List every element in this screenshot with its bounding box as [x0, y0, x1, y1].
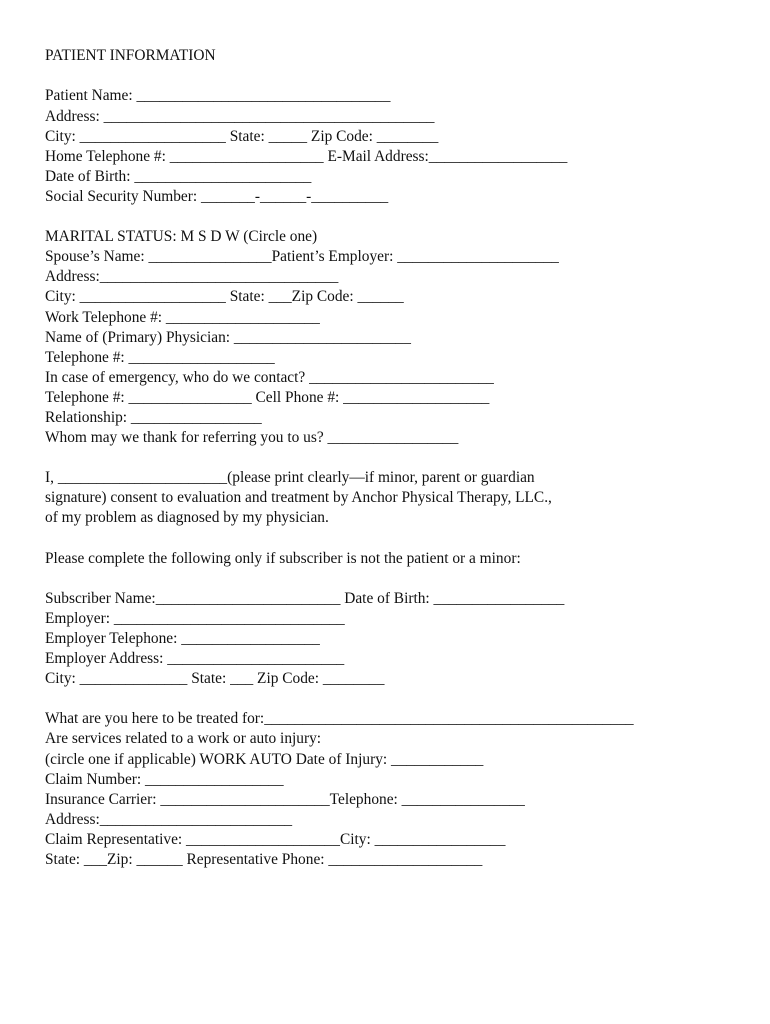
employer-telephone-field[interactable]: Employer Telephone: __________________ — [45, 630, 320, 648]
address-field[interactable]: Address: ___________________________________________ — [45, 107, 435, 125]
social-security-number-field[interactable]: Social Security Number: _______-______-__________ — [45, 187, 389, 205]
form-title: PATIENT INFORMATION — [45, 47, 216, 64]
section-spacer — [45, 689, 745, 709]
work-telephone-field[interactable]: Work Telephone #: ____________________ — [45, 308, 320, 326]
spouse-name-employer-field[interactable]: Spouse’s Name: ________________Patient’s Employer: _____________________ — [45, 248, 559, 266]
marital-section — [45, 227, 745, 448]
home-telephone-email-field[interactable]: Home Telephone #: ____________________ E-Mail Address:__________________ — [45, 147, 568, 165]
subscriber-section — [45, 589, 745, 689]
claim-representative-city-field[interactable]: Claim Representative: ____________________City: _________________ — [45, 830, 506, 848]
emergency-contact-field[interactable]: In case of emergency, who do we contact? ________________________ — [45, 368, 494, 386]
employer-city-state-zip-field[interactable]: City: ______________ State: ___ Zip Code: ________ — [45, 670, 385, 688]
spouse-city-state-zip-field[interactable]: City: ___________________ State: ___Zip Code: ______ — [45, 288, 404, 306]
section-spacer — [45, 448, 745, 468]
consent-text: signature) consent to evaluation and treatment by Anchor Physical Therapy, LLC., — [45, 489, 552, 507]
section-spacer — [45, 207, 745, 227]
patient-information-form — [45, 46, 745, 870]
relationship-field[interactable]: Relationship: _________________ — [45, 408, 262, 426]
representative-state-zip-phone-field[interactable]: State: ___Zip: ______ Representative Phone: ____________________ — [45, 851, 483, 869]
spouse-address-field[interactable]: Address:_______________________________ — [45, 268, 339, 286]
consent-section — [45, 468, 745, 528]
section-spacer — [45, 569, 745, 589]
consent-name-field[interactable]: I, ______________________(please print clearly—if minor, parent or guardian — [45, 469, 535, 487]
date-of-birth-field[interactable]: Date of Birth: _______________________ — [45, 167, 312, 185]
employer-field[interactable]: Employer: ______________________________ — [45, 609, 345, 627]
subscriber-name-dob-field[interactable]: Subscriber Name:________________________ Date of Birth: _________________ — [45, 589, 565, 607]
consent-text: of my problem as diagnosed by my physician. — [45, 509, 329, 527]
injury-type-date-field[interactable]: (circle one if applicable) WORK AUTO Date of Injury: ____________ — [45, 750, 484, 768]
patient-section — [45, 86, 745, 207]
subscriber-note: Please complete the following only if subscriber is not the patient or a minor: — [45, 549, 521, 567]
section-spacer — [45, 529, 745, 549]
referral-field[interactable]: Whom may we thank for referring you to us? _________________ — [45, 429, 459, 447]
employer-address-field[interactable]: Employer Address: _______________________ — [45, 650, 345, 668]
primary-physician-field[interactable]: Name of (Primary) Physician: _______________________ — [45, 328, 411, 346]
insurance-address-field[interactable]: Address:_________________________ — [45, 810, 293, 828]
treatment-reason-field[interactable]: What are you here to be treated for:________________________________________________ — [45, 710, 634, 728]
claim-number-field[interactable]: Claim Number: __________________ — [45, 770, 284, 788]
patient-name-field[interactable]: Patient Name: _________________________________ — [45, 87, 391, 105]
insurance-carrier-telephone-field[interactable]: Insurance Carrier: ______________________Telephone: ________________ — [45, 790, 525, 808]
city-state-zip-field[interactable]: City: ___________________ State: _____ Zip Code: ________ — [45, 127, 439, 145]
emergency-telephone-cell-field[interactable]: Telephone #: ________________ Cell Phone #: ___________________ — [45, 388, 490, 406]
treatment-section — [45, 709, 745, 870]
injury-question: Are services related to a work or auto injury: — [45, 730, 322, 748]
marital-status-field[interactable]: MARITAL STATUS: M S D W (Circle one) — [45, 228, 318, 246]
physician-telephone-field[interactable]: Telephone #: ___________________ — [45, 348, 275, 366]
